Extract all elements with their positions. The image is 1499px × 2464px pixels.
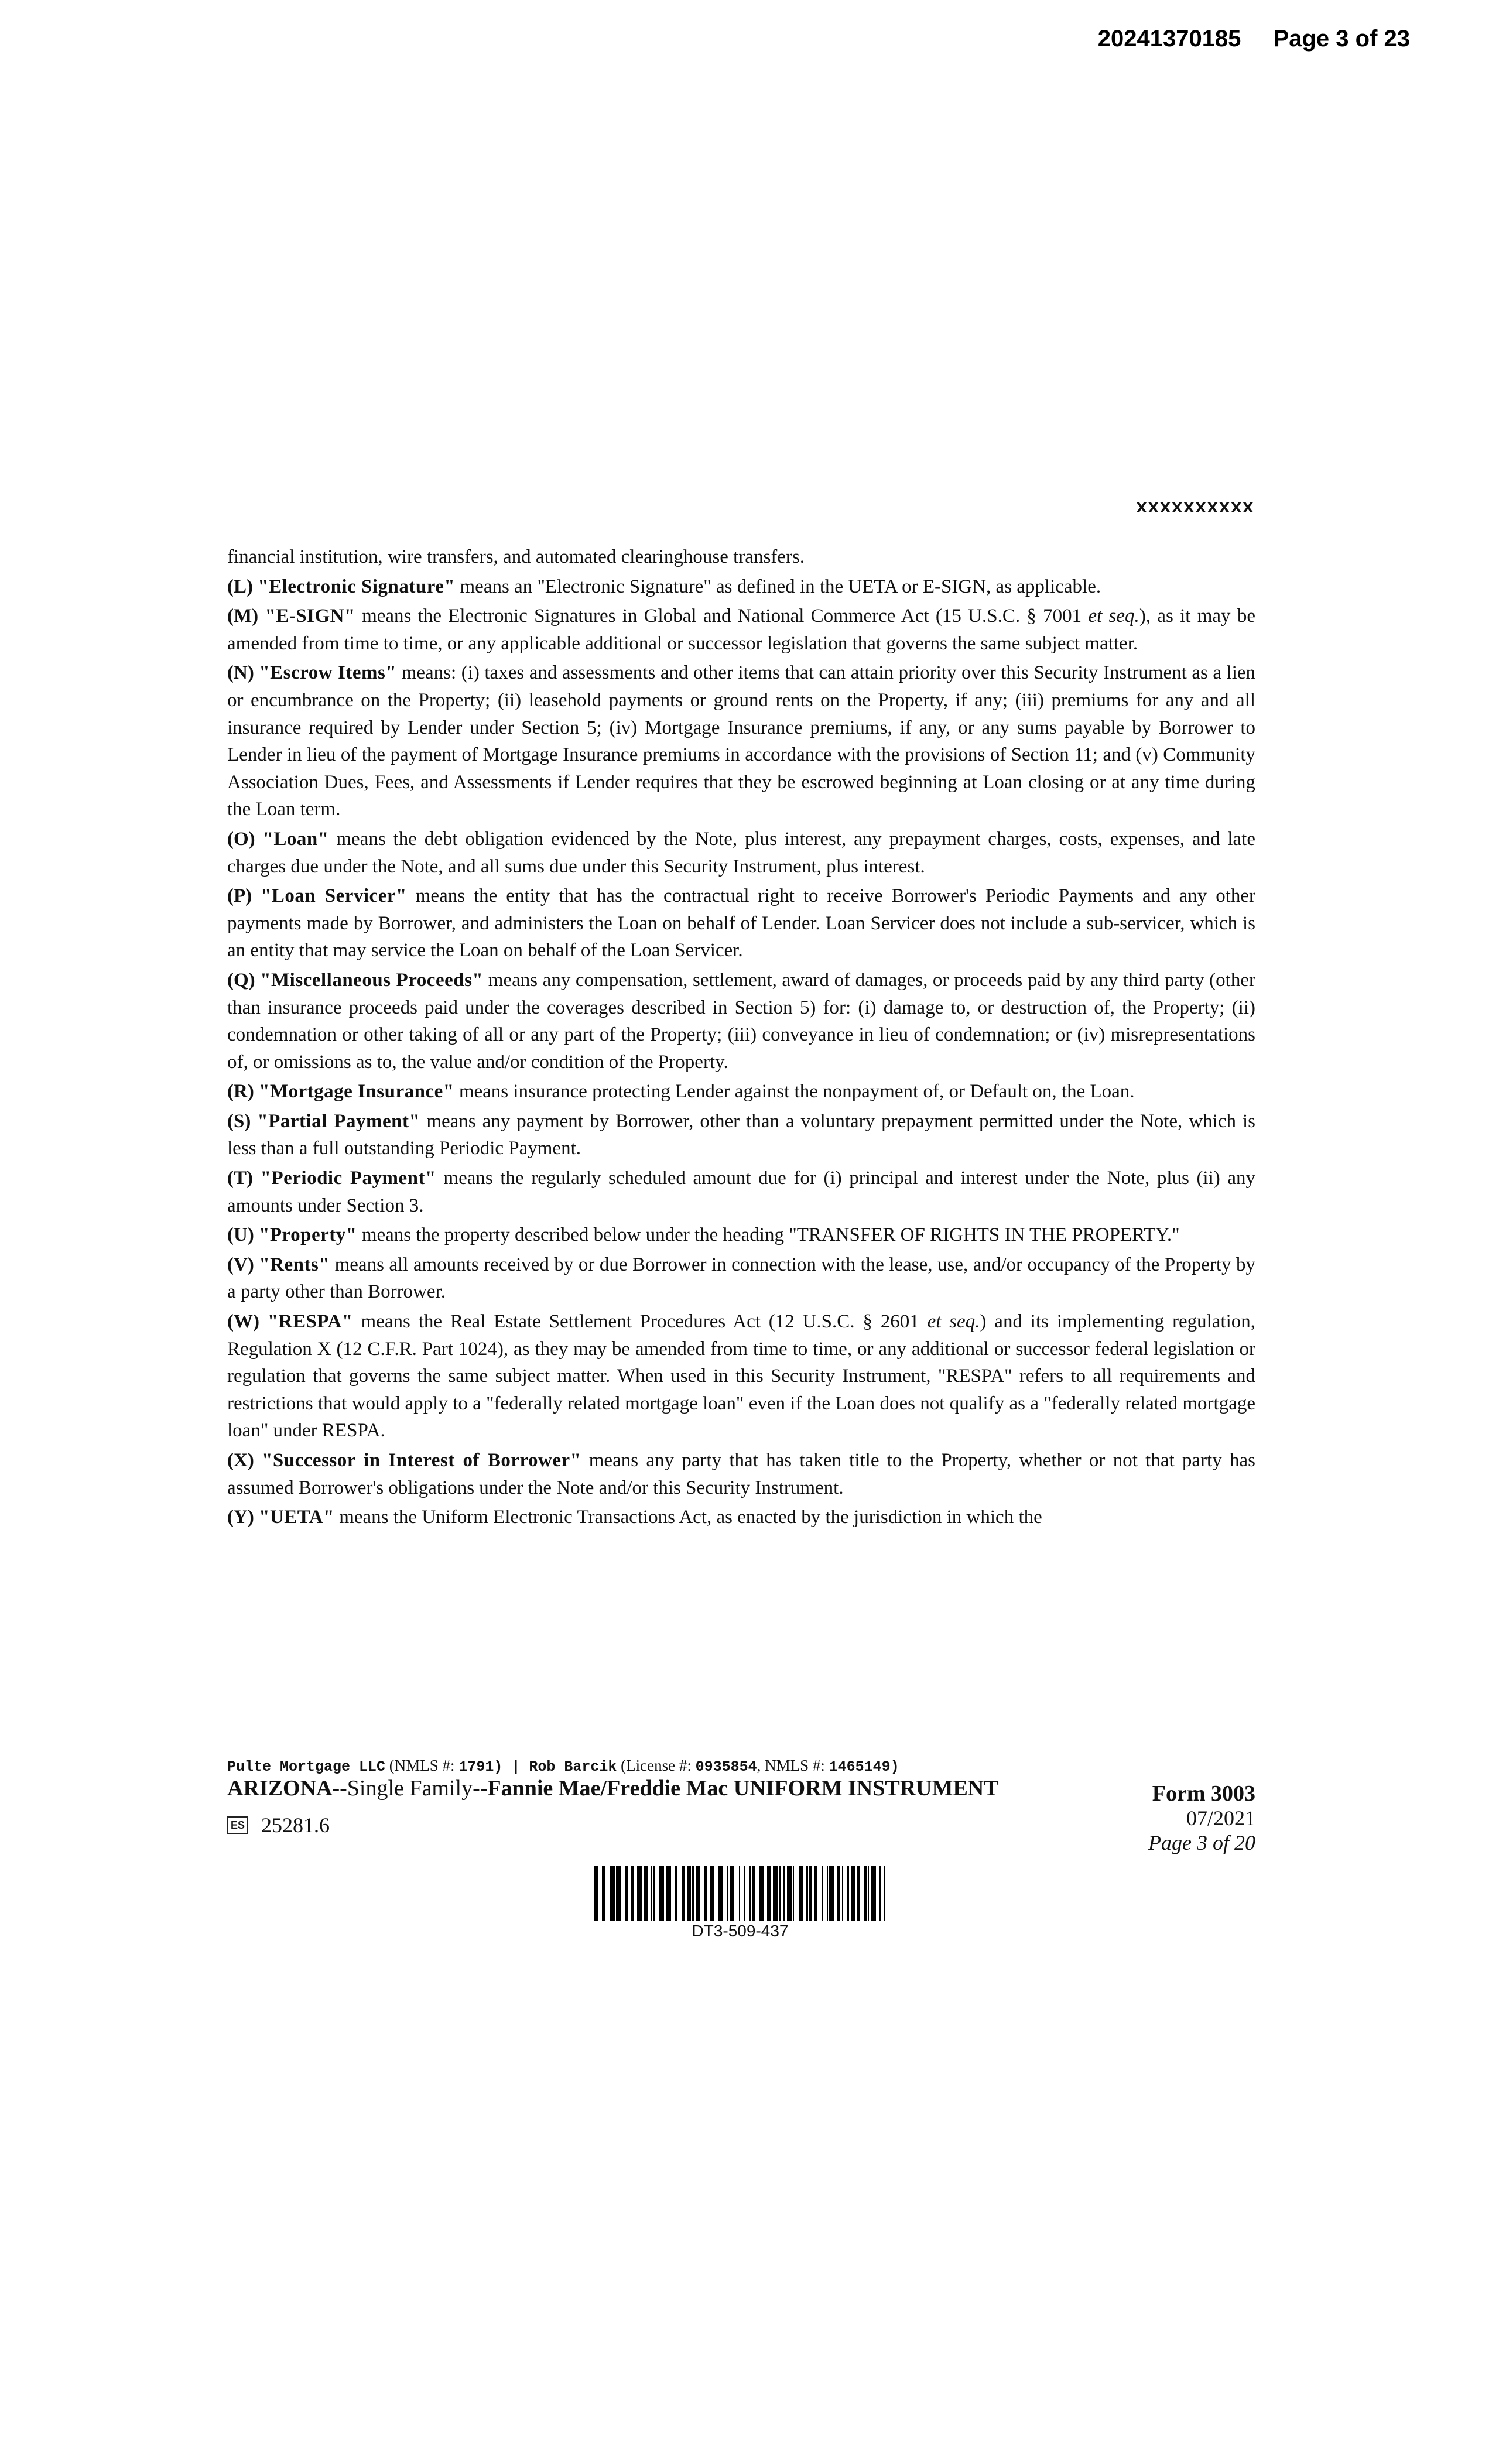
definition-term-name: "RESPA"	[267, 1311, 353, 1333]
definition-term	[227, 1111, 420, 1132]
form-date: 07/2021	[1186, 1806, 1255, 1830]
lender-nmls-label: (NMLS #:	[385, 1757, 459, 1774]
definition-text: means the entity that has the contractual right to receive Borrower's Periodic Payments and any other payments made by Borrower, and administers the Loan on behalf of Lender. Loan Servicer does not include a sub-servicer, which is an entity that may service the Loan on behalf of the Loan Servicer.	[227, 885, 1256, 961]
definition-text: means an "Electronic Signature" as defined in the UETA or E-SIGN, as applicable.	[455, 576, 1101, 597]
definition-term	[227, 970, 483, 991]
definition-term-name: "Loan Servicer"	[261, 885, 407, 907]
definition-text-after: ) and its implementing regulation, Regulation X (12 C.F.R. Part 1024), as they may be amended from time to time, or any additional or successor federal legislation or regulation that governs the same subject matter. When used in this Security Instrument, "RESPA" refers to all requirements and restrictions that would apply to a "federally related mortgage loan" even if the Loan does not qualify as a "federally related mortgage loan" under RESPA.	[227, 1311, 1255, 1442]
definition-term-name: "Electronic Signature"	[258, 576, 456, 597]
document-footer	[227, 1757, 1255, 1854]
definition-letter: (T)	[227, 1168, 253, 1189]
definition-term	[227, 605, 355, 627]
definition-letter: (Y)	[227, 1507, 254, 1528]
definition-term	[227, 576, 455, 597]
definition-letter: (M)	[227, 605, 259, 627]
lender-separator: |	[502, 1758, 529, 1775]
form-page: Page 3 of 20	[1148, 1831, 1255, 1854]
originator-close: )	[890, 1758, 899, 1775]
definition-item	[227, 882, 1255, 964]
definitions-list	[227, 573, 1255, 1531]
definition-text: means the debt obligation evidenced by the Note, plus interest, any prepayment charges, costs, expenses, and late charges due under the Note, and all sums due under this Security Instrument, plus interest.	[227, 828, 1255, 877]
definition-item	[227, 826, 1255, 880]
definition-item	[227, 1165, 1255, 1219]
definition-item	[227, 1308, 1255, 1445]
definition-item	[227, 603, 1255, 657]
instrument-family: --Single Family--	[332, 1776, 488, 1801]
definition-text: means the Uniform Electronic Transactions Act, as enacted by the jurisdiction in which the	[334, 1507, 1042, 1528]
definition-text: means: (i) taxes and assessments and other items that can attain priority over this Security Instrument as a lien or encumbrance on the Property; (ii) leasehold payments or ground rents on the Property, if any; (iii) premiums for any and all insurance required by Lender under Section 5; (iv) Mortgage Insurance premiums, if any, or any sums payable by Borrower to Lender in lieu of the payment of Mortgage Insurance premiums in accordance with the provisions of Section 11; and (v) Community Association Dues, Fees, and Assessments if Lender requires that they be escrowed beginning at Loan closing or at any time during the Loan term.	[227, 662, 1256, 820]
definition-letter: (R)	[227, 1081, 254, 1103]
instrument-line	[227, 1775, 1255, 1801]
originator-nmls: 1465149	[829, 1758, 891, 1775]
definition-term-name: "Loan"	[262, 828, 329, 850]
definition-letter: (X)	[227, 1450, 254, 1471]
originator-name: Rob Barcik	[529, 1758, 617, 1775]
definition-text: means any payment by Borrower, other than a voluntary prepayment permitted under the Note, which is less than a full outstanding Periodic Payment.	[227, 1110, 1255, 1159]
definition-text: means the Electronic Signatures in Global and National Commerce Act (15 U.S.C. § 7001	[355, 605, 1089, 627]
recording-header	[1098, 26, 1410, 52]
ellie-mae-logo-icon: ES	[227, 1816, 248, 1834]
originator-license-label: (License #:	[617, 1757, 696, 1774]
document-code: 25281.6	[261, 1813, 330, 1837]
record-number: 20241370185	[1097, 26, 1241, 52]
definition-term	[227, 662, 396, 683]
definition-letter: (V)	[227, 1254, 254, 1275]
definition-term	[227, 1450, 581, 1471]
barcode-text: DT3-509-437	[692, 1922, 789, 1940]
loan-number-mask: xxxxxxxxxx	[1135, 497, 1254, 518]
definition-text: means the Real Estate Settlement Procedures Act (12 U.S.C. § 2601	[352, 1311, 928, 1333]
barcode-icon	[593, 1866, 888, 1921]
document-body	[227, 543, 1255, 1534]
lender-nmls-close: )	[494, 1758, 503, 1775]
definition-item	[227, 1447, 1255, 1501]
definition-item	[227, 1108, 1255, 1162]
definition-item	[227, 1221, 1255, 1249]
definition-text: means the property described below under the heading "TRANSFER OF RIGHTS IN THE PROPERTY."	[357, 1224, 1180, 1246]
form-info	[1148, 1781, 1255, 1855]
definition-item	[227, 573, 1255, 601]
definition-letter: (U)	[227, 1224, 254, 1246]
definition-term	[227, 885, 407, 906]
originator-nmls-label: , NMLS #:	[757, 1757, 829, 1774]
definition-item	[227, 659, 1255, 823]
definition-term-name: "Partial Payment"	[257, 1110, 420, 1132]
lender-name: Pulte Mortgage LLC	[227, 1758, 386, 1775]
definition-item	[227, 1078, 1255, 1106]
definition-letter: (S)	[227, 1110, 251, 1132]
definition-item	[227, 1504, 1255, 1531]
lender-nmls: 1791	[458, 1758, 494, 1775]
document-code-line	[227, 1813, 1255, 1837]
definition-term	[227, 829, 329, 850]
continuation-text: financial institution, wire transfers, and automated clearinghouse transfers.	[227, 546, 805, 567]
recording-page-label: Page 3 of 23	[1273, 26, 1410, 52]
instrument-title: Fannie Mae/Freddie Mac UNIFORM INSTRUMENT	[487, 1776, 999, 1801]
definition-term-name: "Successor in Interest of Borrower"	[262, 1450, 581, 1471]
definition-term	[227, 1254, 330, 1275]
definition-term-name: "Mortgage Insurance"	[259, 1081, 454, 1103]
definition-letter: (P)	[227, 885, 252, 907]
barcode-block	[593, 1866, 888, 1941]
definition-term	[227, 1224, 357, 1245]
lender-line	[227, 1757, 1255, 1775]
definition-term-name: "Escrow Items"	[259, 662, 397, 684]
definition-letter: (Q)	[227, 969, 255, 991]
definition-term-name: "E-SIGN"	[265, 605, 355, 627]
definition-term	[227, 1507, 334, 1528]
definition-italic: et seq.	[927, 1311, 980, 1333]
definition-term-name: "Periodic Payment"	[260, 1168, 436, 1189]
originator-license: 0935854	[695, 1758, 757, 1775]
definition-term	[227, 1168, 436, 1189]
definition-text-after: ), as it may be amended from time to time, or any applicable additional or successor legislation that governs the same subject matter.	[227, 605, 1255, 654]
definition-term	[227, 1311, 353, 1332]
definition-term-name: "Property"	[259, 1224, 357, 1246]
definition-letter: (L)	[227, 576, 253, 597]
definition-term	[227, 1081, 454, 1102]
definition-term-name: "UETA"	[259, 1507, 334, 1528]
definition-text: means any party that has taken title to the Property, whether or not that party has assumed Borrower's obligations under the Note and/or this Security Instrument.	[227, 1450, 1256, 1498]
definition-text: means any compensation, settlement, award of damages, or proceeds paid by any third party (other than insurance proceeds paid under the coverages described in Section 5) for: (i) damage to, or destruction of, the Property; (ii) condemnation or other taking of all or any part of the Property; (iii) conveyance in lieu of condemnation; or (iv) misrepresentations of, or omissions as to, the value and/or condition of the Property.	[227, 969, 1255, 1073]
definition-item	[227, 967, 1255, 1076]
definition-italic: et seq.	[1088, 605, 1139, 627]
definition-item	[227, 1251, 1255, 1306]
definition-text: means insurance protecting Lender against the nonpayment of, or Default on, the Loan.	[454, 1081, 1135, 1103]
definition-text: means all amounts received by or due Borrower in connection with the lease, use, and/or occupancy of the Property by a party other than Borrower.	[227, 1254, 1256, 1303]
form-name: Form 3003	[1152, 1781, 1255, 1806]
definition-letter: (W)	[227, 1311, 259, 1333]
definition-text: means the regularly scheduled amount due for (i) principal and interest under the Note, plus (ii) any amounts under Section 3.	[227, 1168, 1256, 1216]
definition-letter: (O)	[227, 828, 255, 850]
definition-letter: (N)	[227, 662, 254, 684]
instrument-state: ARIZONA	[227, 1776, 333, 1801]
definition-term-name: "Miscellaneous Proceeds"	[260, 969, 484, 991]
definition-term-name: "Rents"	[259, 1254, 330, 1275]
